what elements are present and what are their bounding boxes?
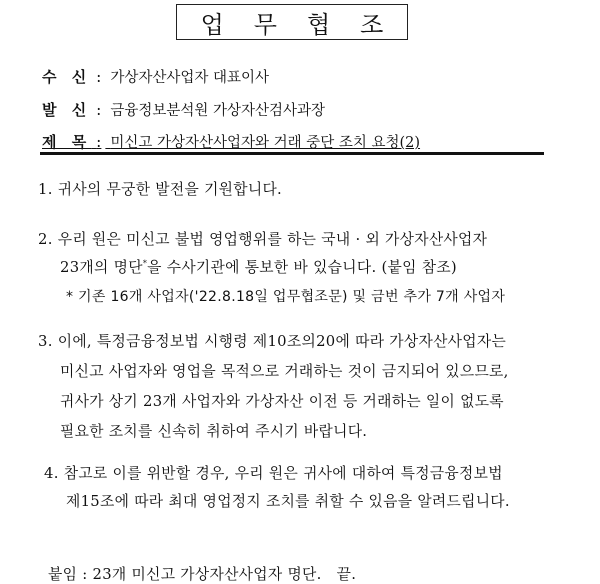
header-divider bbox=[40, 152, 544, 155]
sender-value: 금융정보분석원 가상자산검사과장 bbox=[110, 103, 326, 119]
sender-sep: : bbox=[96, 101, 102, 119]
item-2 bbox=[38, 228, 487, 249]
item-3-line-4-wrap bbox=[60, 420, 367, 441]
subject-label: 제 목 bbox=[42, 133, 92, 151]
item-3 bbox=[38, 330, 506, 351]
attachment-line bbox=[38, 546, 356, 584]
item-3-line-3-wrap bbox=[60, 390, 504, 411]
item-3-line-1: 이에, 특정금융정보법 시행령 제10조의20에 따라 가상자산사업자는 bbox=[57, 333, 507, 350]
item-1-line-1: 귀사의 무궁한 발전을 기원합니다. bbox=[57, 181, 283, 198]
item-4-line-1: 참고로 이를 위반할 경우, 우리 원은 귀사에 대하여 특정금융정보법 bbox=[63, 465, 503, 482]
item-1-number: 1. bbox=[38, 181, 53, 198]
subject-value: 미신고 가상자산사업자와 거래 중단 조치 요청(2) bbox=[110, 135, 421, 151]
item-2-continuation bbox=[60, 256, 457, 277]
item-2-note bbox=[66, 286, 505, 306]
attachment-text: 붙임 : 23개 미신고 가상자산사업자 명단. 끝. bbox=[48, 566, 357, 583]
item-2-note-text: * 기존 16개 사업자('22.8.18일 업무협조문) 및 금번 추가 7개 사업자 bbox=[66, 289, 506, 305]
item-1 bbox=[38, 178, 282, 199]
sender-line bbox=[42, 99, 325, 120]
sender-label: 발 신 bbox=[42, 101, 92, 119]
item-3-line-2: 미신고 사업자와 영업을 목적으로 거래하는 것이 금지되어 있으므로, bbox=[60, 363, 509, 380]
recipient-line bbox=[42, 66, 269, 87]
item-3-line-4: 필요한 조치를 신속히 취하여 주시기 바랍니다. bbox=[60, 423, 368, 440]
document-title: 업무협조 bbox=[200, 10, 414, 39]
item-4-number: 4. bbox=[44, 465, 59, 482]
item-4 bbox=[44, 462, 503, 483]
item-3-line-2-wrap bbox=[60, 360, 509, 381]
item-2-number: 2. bbox=[38, 231, 53, 248]
recipient-label: 수 신 bbox=[42, 68, 92, 86]
subject-line bbox=[42, 131, 420, 152]
item-4-line-2: 제15조에 따라 최대 영업정지 조치를 취할 수 있음을 알려드립니다. bbox=[66, 493, 510, 510]
item-2-line-1: 우리 원은 미신고 불법 영업행위를 하는 국내 · 외 가상자산사업자 bbox=[57, 231, 488, 248]
item-3-line-3: 귀사가 상기 23개 사업자와 가상자산 이전 등 거래하는 일이 없도록 bbox=[60, 393, 504, 410]
recipient-sep: : bbox=[96, 68, 102, 86]
recipient-value: 가상자산사업자 대표이사 bbox=[110, 70, 269, 86]
item-3-number: 3. bbox=[38, 333, 53, 350]
subject-sep: : bbox=[96, 133, 102, 151]
item-2-line-2b: 을 수사기관에 통보한 바 있습니다. (붙임 참조) bbox=[147, 259, 457, 276]
footnote-mark: * bbox=[142, 259, 148, 268]
document-title-box bbox=[176, 4, 414, 40]
item-2-line-2a: 23개의 명단 bbox=[60, 259, 143, 276]
item-4-line-2-wrap bbox=[66, 490, 510, 511]
